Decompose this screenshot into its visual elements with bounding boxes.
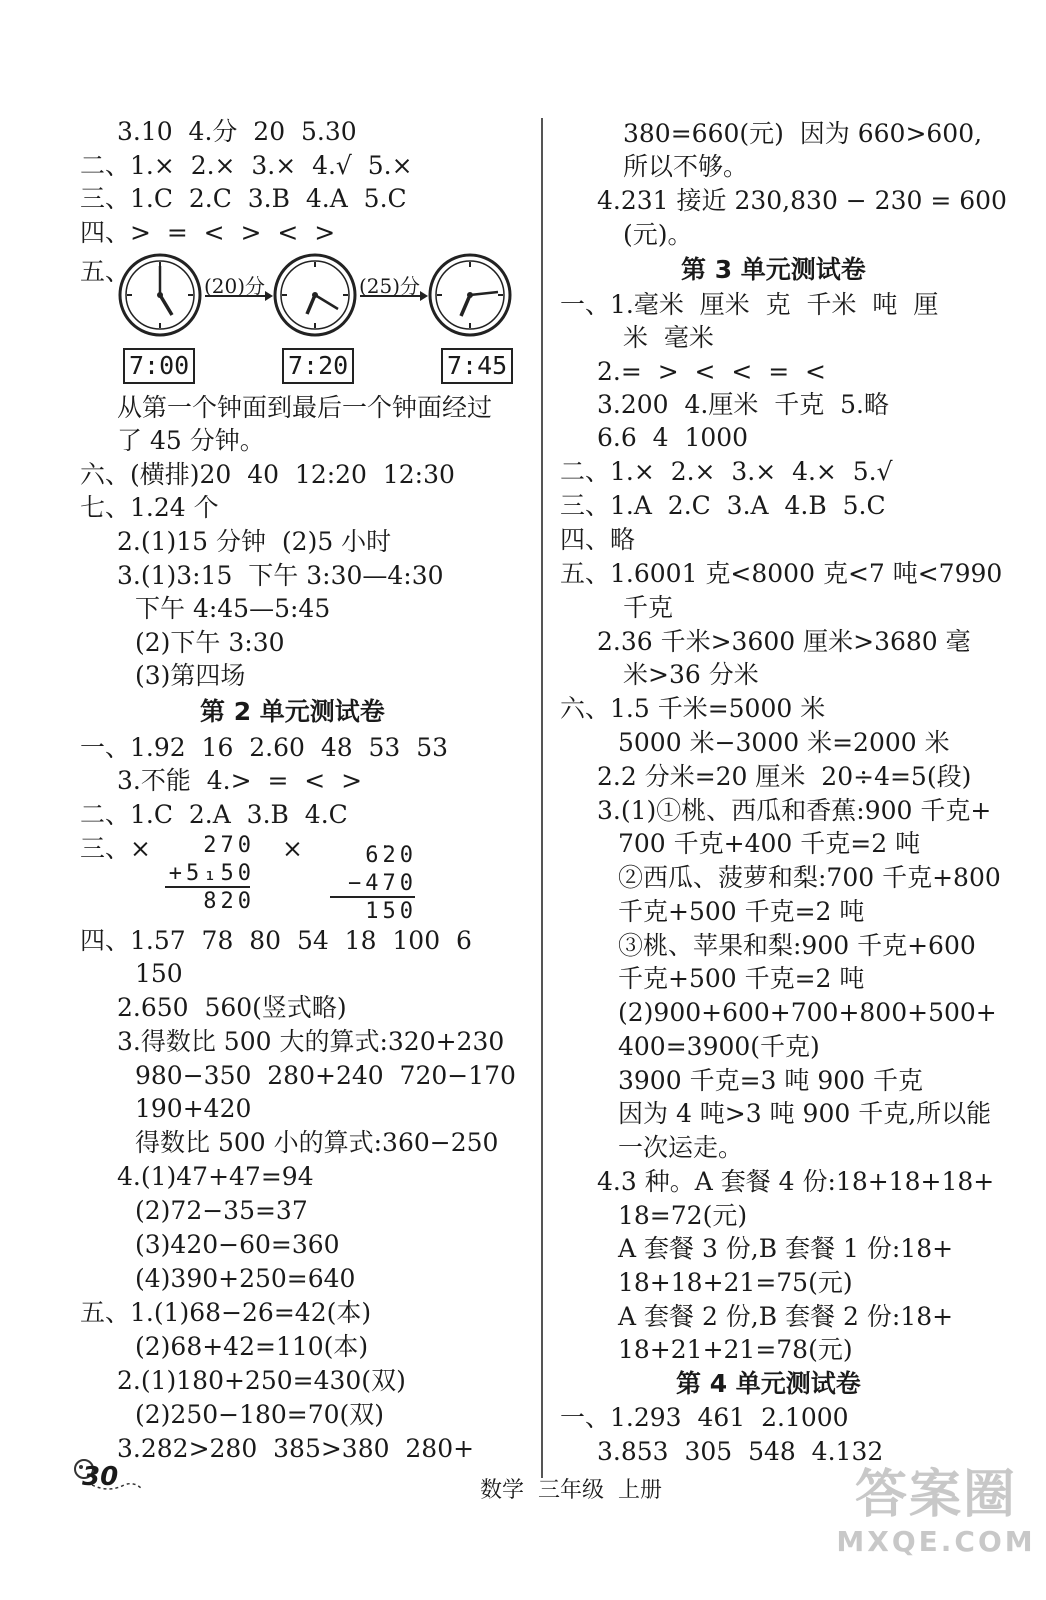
clock-icon-7-00 [117, 252, 203, 338]
left-line-14: (3)第四场 [135, 661, 246, 690]
vertical-add-result: 820 [203, 889, 255, 914]
left-line-23: 980−350 280+240 720−170 [135, 1061, 516, 1090]
right-line-20: 3.(1)①桃、西瓜和香蕉:900 千克+ [597, 796, 992, 825]
right-line-21: 700 千克+400 千克=2 吨 [618, 829, 921, 858]
right-line-31: 4.3 种。A 套餐 4 份:18+18+18+ [597, 1167, 995, 1196]
left-line-17: 二、1.C 2.A 3.B 4.C [80, 800, 348, 829]
unit-2-title: 第 2 单元测试卷 [200, 697, 385, 726]
right-line-8: 3.200 4.厘米 千克 5.略 [597, 390, 889, 419]
unit-4-title: 第 4 单元测试卷 [676, 1369, 861, 1398]
left-line-10: 2.(1)15 分钟 (2)5 小时 [117, 527, 392, 556]
unit-3-title: 第 3 单元测试卷 [681, 255, 866, 284]
clock-icon-7-45 [427, 252, 513, 338]
right-line-27: 400=3900(千克) [618, 1032, 820, 1061]
left-line-22: 3.得数比 500 大的算式:320+230 [117, 1027, 505, 1056]
right-line-19: 2.2 分米=20 厘米 20÷4=5(段) [597, 762, 972, 791]
time-box-3: 7:45 [441, 348, 513, 384]
left-line-33: (2)250−180=70(双) [135, 1400, 385, 1429]
right-line-38: 3.853 305 548 4.132 [597, 1437, 884, 1466]
left-line-2: 二、1.× 2.× 3.× 4.√ 5.× [80, 151, 413, 180]
left-line-11: 3.(1)3:15 下午 3:30—4:30 [117, 561, 444, 590]
right-line-12: 四、略 [560, 525, 636, 554]
left-line-3: 三、1.C 2.C 3.B 4.A 5.C [80, 184, 407, 213]
right-line-24: ③桃、苹果和梨:900 千克+600 [618, 931, 976, 960]
watermark-small: MXQE.COM [836, 1525, 1036, 1558]
time-box-1: 7:00 [123, 348, 195, 384]
left-line-26: 4.(1)47+47=94 [117, 1162, 314, 1191]
arrow-label-2: (25)分 [359, 274, 421, 298]
right-line-30: 一次运走。 [618, 1133, 744, 1162]
watermark-big: 答案圈 [854, 1465, 1017, 1525]
right-line-28: 3900 千克=3 吨 900 千克 [618, 1066, 923, 1095]
left-line-16: 3.不能 4.> = < > [117, 766, 363, 795]
right-line-23: 千克+500 千克=2 吨 [618, 897, 865, 926]
left-line-12: 下午 4:45—5:45 [135, 594, 331, 623]
time-box-2: 7:20 [282, 348, 354, 384]
watermark-logo [836, 1465, 1036, 1595]
right-line-18: 5000 米−3000 米=2000 米 [618, 728, 950, 757]
left-line-13: (2)下午 3:30 [135, 628, 285, 657]
left-line-24: 190+420 [135, 1094, 252, 1123]
right-line-34: 18+18+21=75(元) [618, 1268, 853, 1297]
section-five-label: 五、 [80, 257, 131, 286]
right-line-35: A 套餐 2 份,B 套餐 2 份:18+ [618, 1302, 954, 1331]
right-line-26: (2)900+600+700+800+500+ [618, 998, 997, 1027]
vertical-add-middle: +5₁50 [168, 861, 255, 886]
right-line-22: ②西瓜、菠萝和梨:700 千克+800 [618, 863, 1001, 892]
arrow-label-1: (20)分 [204, 274, 266, 298]
left-line-1: 3.10 4.分 20 5.30 [117, 117, 357, 146]
right-line-13: 五、1.6001 克<8000 克<7 吨<7990 [560, 559, 1003, 588]
left-line-29: (4)390+250=640 [135, 1264, 356, 1293]
book-footer: 数学 三年级 上册 [480, 1478, 662, 1503]
right-line-10: 二、1.× 2.× 3.× 4.× 5.√ [560, 457, 893, 486]
left-line-25: 得数比 500 小的算式:360−250 [135, 1128, 499, 1157]
right-line-4: (元)。 [623, 220, 693, 249]
column-divider [541, 118, 543, 1478]
right-line-11: 三、1.A 2.C 3.A 4.B 5.C [560, 491, 886, 520]
right-line-1: 380=660(元) 因为 660>600, [623, 119, 983, 148]
vertical-sub-result: 150 [365, 899, 417, 924]
clock-icon-7-20 [272, 252, 358, 338]
left-line-8: 六、(横排)20 40 12:20 12:30 [80, 460, 455, 489]
vertical-sub-middle: −470 [348, 871, 417, 896]
left-line-28: (3)420−60=360 [135, 1230, 340, 1259]
vertical-sub-top: 6̇20 [365, 843, 417, 868]
right-line-16: 米>36 分米 [623, 660, 759, 689]
right-line-5: 一、1.毫米 厘米 克 千米 吨 厘 [560, 290, 939, 319]
left-line-32: 2.(1)180+250=430(双) [117, 1366, 406, 1395]
vertical-add-top: 270 [203, 833, 255, 858]
left-line-4: 四、> = < > < > [80, 218, 336, 247]
right-line-25: 千克+500 千克=2 吨 [618, 964, 865, 993]
left-line-6: 从第一个钟面到最后一个钟面经过 [117, 393, 493, 422]
left-line-15: 一、1.92 16 2.60 48 53 53 [80, 733, 449, 762]
left-line-7: 了 45 分钟。 [117, 426, 265, 455]
left-line-30: 五、1.(1)68−26=42(本) [80, 1298, 372, 1327]
left-line-34: 3.282>280 385>380 280+ [117, 1434, 475, 1463]
right-line-3: 4.231 接近 230,830 − 230 = 600 [597, 186, 1007, 215]
left-line-27: (2)72−35=37 [135, 1196, 308, 1225]
right-line-2: 所以不够。 [623, 152, 749, 181]
right-line-32: 18=72(元) [618, 1201, 748, 1230]
page-number: 30 [82, 1462, 119, 1492]
right-line-7: 2.= > < < = < [597, 357, 827, 386]
left-line-20: 150 [135, 959, 183, 988]
right-line-6: 米 毫米 [623, 323, 714, 352]
right-line-14: 千克 [623, 593, 674, 622]
left-line-19: 四、1.57 78 80 54 18 100 6 [80, 926, 472, 955]
left-line-9: 七、1.24 个 [80, 493, 219, 522]
right-line-29: 因为 4 吨>3 吨 900 千克,所以能 [618, 1099, 992, 1128]
right-line-9: 6.6 4 1000 [597, 423, 749, 452]
right-line-36: 18+21+21=78(元) [618, 1335, 853, 1364]
section-three-label: 三、× [80, 834, 151, 863]
section-three-cross: × [282, 834, 303, 863]
right-line-17: 六、1.5 千米=5000 米 [560, 694, 826, 723]
left-line-31: (2)68+42=110(本) [135, 1332, 369, 1361]
right-line-15: 2.36 千米>3600 厘米>3680 毫 [597, 627, 971, 656]
right-line-33: A 套餐 3 份,B 套餐 1 份:18+ [618, 1234, 954, 1263]
right-line-37: 一、1.293 461 2.1000 [560, 1403, 849, 1432]
left-line-21: 2.650 560(竖式略) [117, 993, 347, 1022]
